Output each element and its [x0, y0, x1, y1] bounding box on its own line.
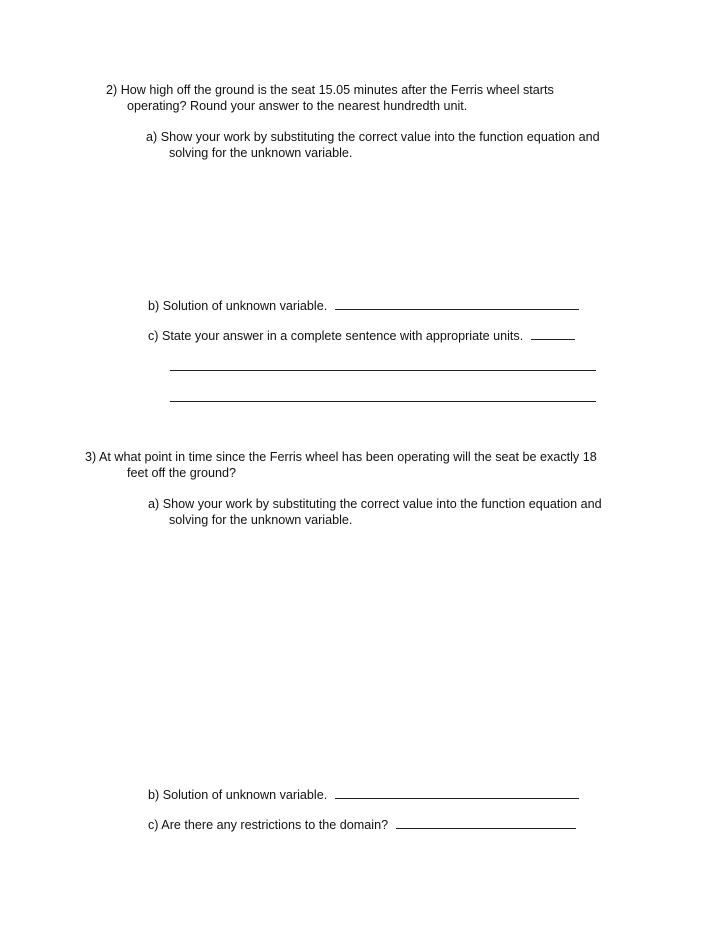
- q2-part-c: [148, 327, 575, 344]
- q3-part-c: [148, 816, 576, 833]
- q2-part-b: [148, 297, 579, 314]
- q2-part-a-line-2: solving for the unknown variable.: [169, 146, 353, 160]
- q3-part-c-answer-blank[interactable]: [396, 816, 576, 829]
- q3-part-b-answer-blank[interactable]: [335, 786, 579, 799]
- q3-part-a-line-1: a) Show your work by substituting the correct value into the function equation and: [148, 497, 602, 511]
- q2-part-c-answer-blank[interactable]: [531, 327, 575, 340]
- q3-part-b-label: b) Solution of unknown variable.: [148, 788, 328, 802]
- q2-part-c-answer-line-2[interactable]: [170, 401, 596, 402]
- q2-part-c-answer-line-1[interactable]: [170, 370, 596, 371]
- q2-part-b-label: b) Solution of unknown variable.: [148, 299, 328, 313]
- q2-part-a-line-1: a) Show your work by substituting the correct value into the function equation and: [146, 130, 600, 144]
- q2-part-b-answer-blank[interactable]: [335, 297, 579, 310]
- q3-part-b: [148, 786, 579, 803]
- q3-part-c-label: c) Are there any restrictions to the domain?: [148, 818, 389, 832]
- q3-question-line-1: 3) At what point in time since the Ferris wheel has been operating will the seat be exactly 18: [85, 450, 597, 464]
- q2-question-line-1: 2) How high off the ground is the seat 15.05 minutes after the Ferris wheel starts: [106, 83, 554, 97]
- q2-question-line-2: operating? Round your answer to the nearest hundredth unit.: [127, 99, 468, 113]
- q3-question-line-2: feet off the ground?: [127, 466, 237, 480]
- q3-part-a-line-2: solving for the unknown variable.: [169, 513, 353, 527]
- q2-part-c-label: c) State your answer in a complete sentence with appropriate units.: [148, 329, 524, 343]
